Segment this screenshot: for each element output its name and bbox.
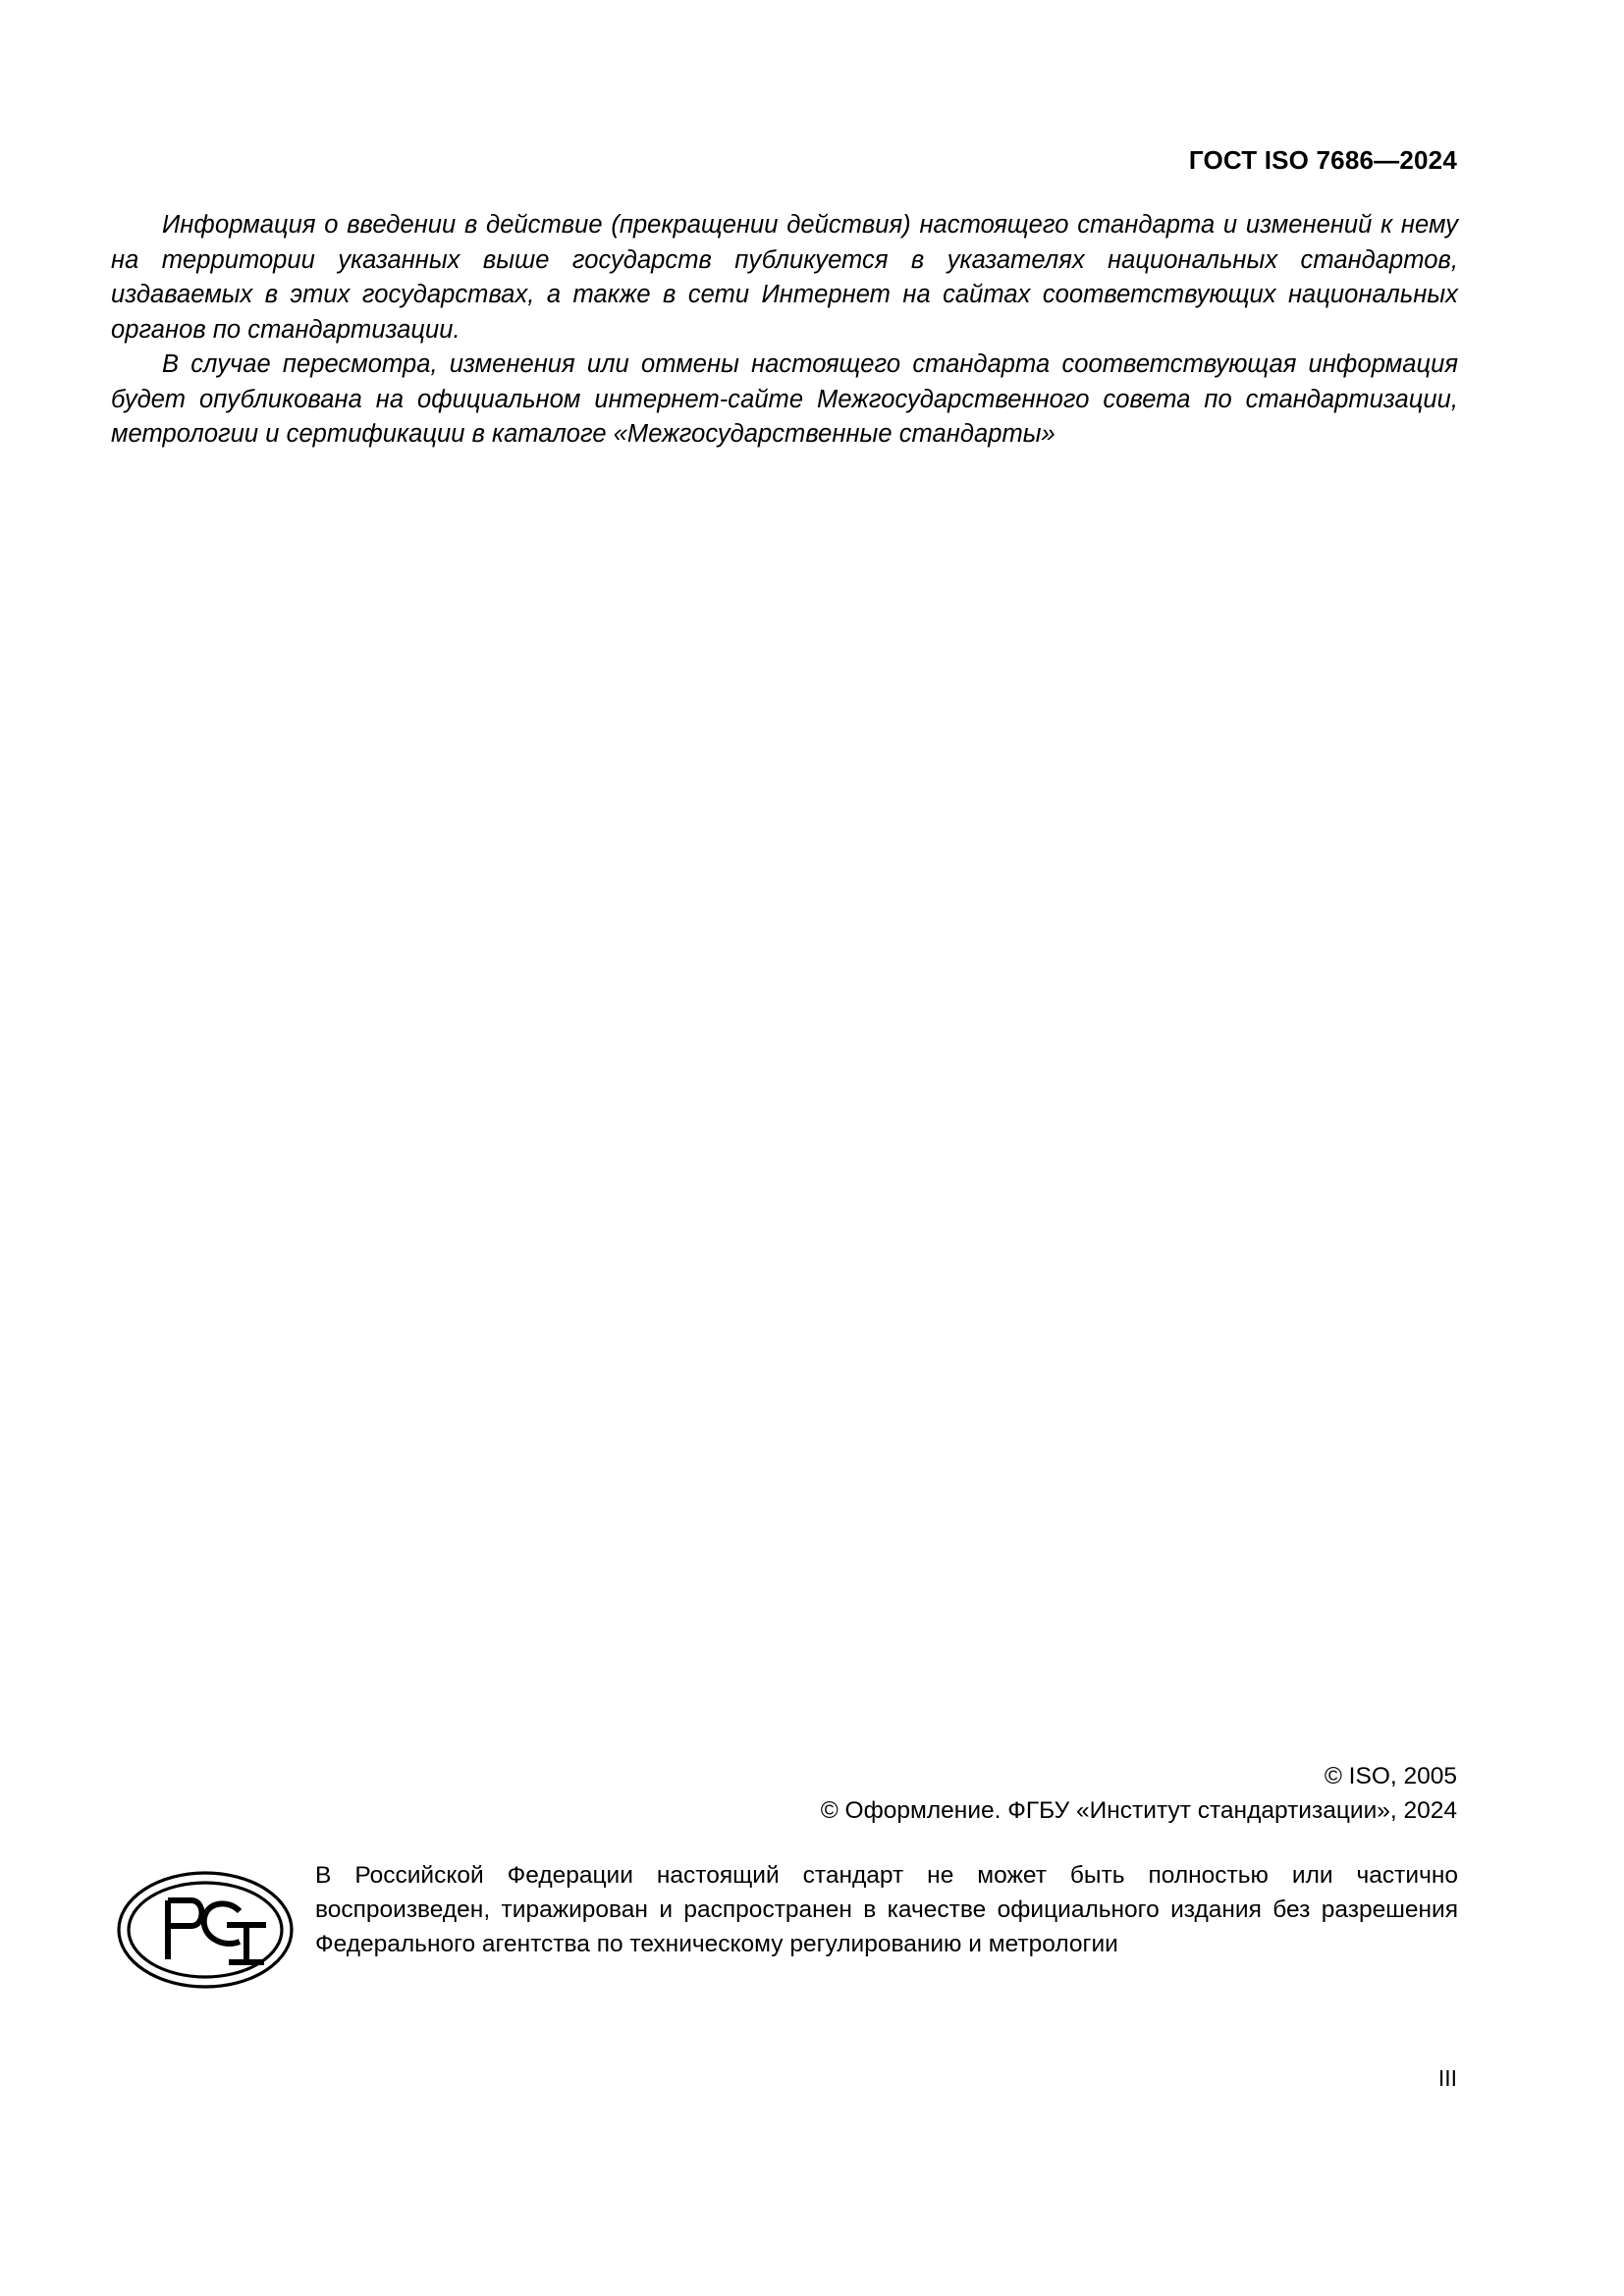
copyright-block <box>821 1759 1457 1828</box>
standard-designation-header: ГОСТ ISO 7686—2024 <box>1188 145 1457 175</box>
reproduction-notice <box>111 1858 1458 1997</box>
copyright-line-layout: © Оформление. ФГБУ «Институт стандартизации», 2024 <box>820 1797 1457 1824</box>
intro-section <box>111 208 1458 453</box>
rst-certification-emblem-icon <box>111 1858 299 1997</box>
intro-paragraph-1: Информация о введении в действие (прекращении действия) настоящего стандарта и изменений к нему на территории указанных выше государств публикуется в указателях национальных стандартов, издаваемых в этих государствах, а также в сети Интернет на сайтах соответствующих национальных органов по стандартизации. <box>111 211 1458 344</box>
copyright-line-iso: © ISO, 2005 <box>1324 1763 1457 1789</box>
page-number: III <box>1437 2065 1457 2091</box>
reproduction-notice-text: В Российской Федерации настоящий стандарт не может быть полностью или частично воспроизведен, тиражирован и распространен в качестве официального издания без разрешения Федерального агентства по техническому регулированию и метрологии <box>315 1862 1458 1957</box>
intro-paragraph-2: В случае пересмотра, изменения или отмены настоящего стандарта соответствующая информация будет опубликована на официальном интернет-сайте Межгосударственного совета по стандартизации, метрологии и сертификации в каталоге «Межгосударственные стандарты» <box>111 350 1458 448</box>
